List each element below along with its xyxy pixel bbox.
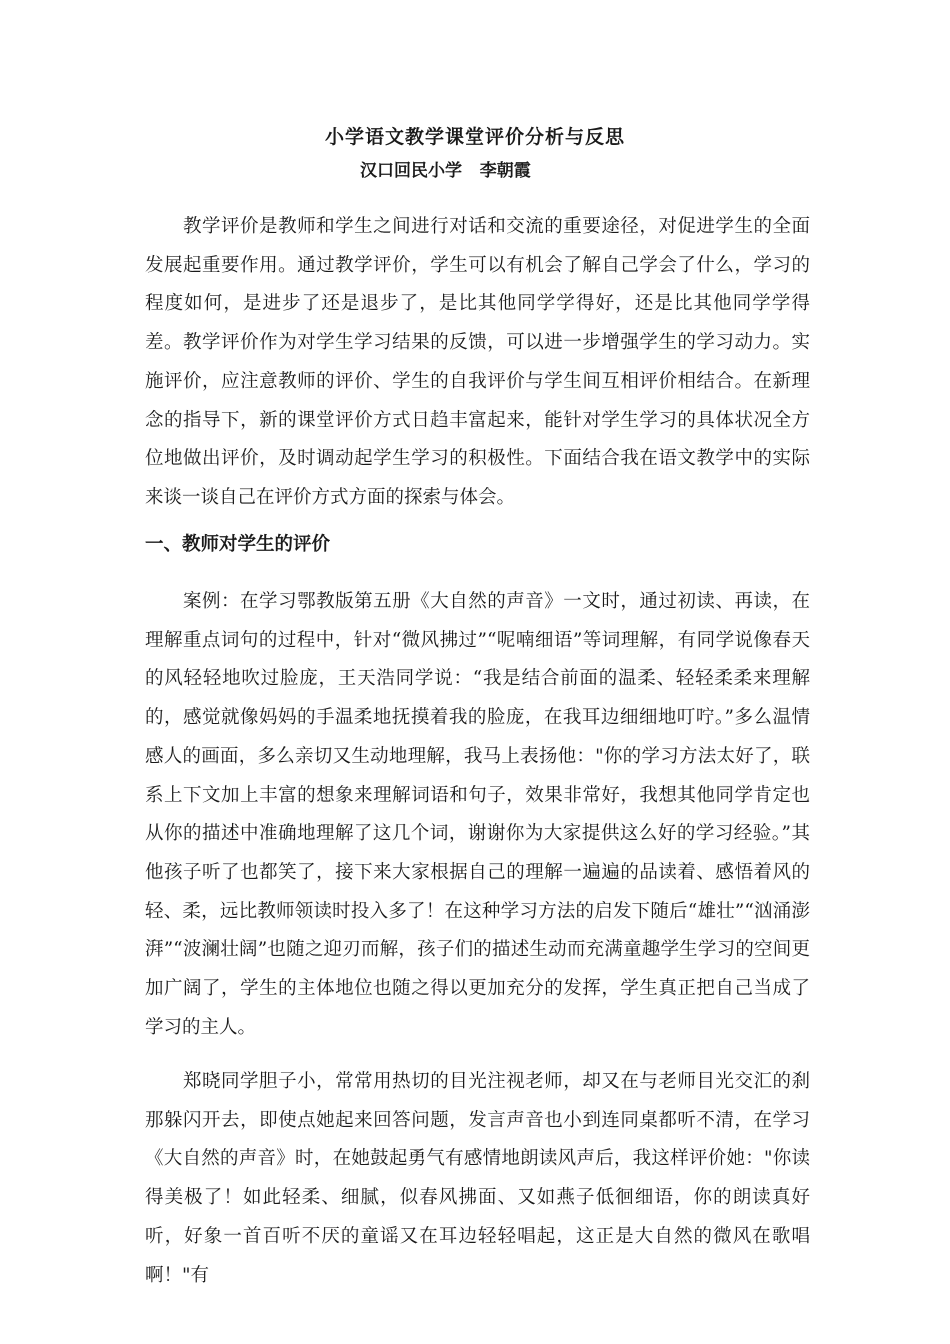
intro-paragraph: 教学评价是教师和学生之间进行对话和交流的重要途径，对促进学生的全面发展起重要作用。通过教学评价，学生可以有机会了解自己学会了什么，学习的程度如何，是进步了还是退步了，是比其他同学学得好，还是比其他同学学得差。教学评价作为对学生学习结果的反馈，可以进一步增强学生的学习动力。实施评价，应注意教师的评价、学生的自我评价与学生间互相评价相结合。在新理念的指导下，新的课堂评价方式日趋丰富起来，能针对学生学习的具体状况全方位地做出评价，及时调动起学生学习的积极性。下面结合我在语文教学中的实际来谈一谈自己在评价方式方面的探索与体会。	[145, 216, 810, 508]
case-paragraph-2: 郑晓同学胆子小，常常用热切的目光注视老师，却又在与老师目光交汇的刹那躲闪开去，即使点她起来回答问题，发言声音也小到连同桌都听不清，在学习《大自然的声音》时，在她鼓起勇气有感情地朗读风声后，我这样评价她："你读得美极了！如此轻柔、细腻，似春风拂面、又如燕子低徊细语，你的朗读真好听，好象一首百听不厌的童谣又在耳边轻轻唱起，这正是大自然的微风在歌唱啊！"有	[145, 1071, 810, 1286]
author-line: 汉口回民小学 李朝霞	[360, 161, 531, 181]
section-heading: 一、教师对学生的评价	[145, 534, 331, 555]
case-paragraph: 案例：在学习鄂教版第五册《大自然的声音》一文时，通过初读、再读，在理解重点词句的过程中，针对“微风拂过”“呢喃细语”等词理解，有同学说像春天的风轻轻地吹过脸庞，王天浩同学说：“我是结合前面的温柔、轻轻柔柔来理解的，感觉就像妈妈的手温柔地抚摸着我的脸庞，在我耳边细细地叮咛。”多么温情感人的画面，多么亲切又生动地理解，我马上表扬他："你的学习方法太好了，联系上下文加上丰富的想象来理解词语和句子，效果非常好，我想其他同学肯定也从你的描述中准确地理解了这几个词，谢谢你为大家提供这么好的学习经验。”其他孩子听了也都笑了，接下来大家根据自己的理解一遍遍的品读着、感悟着风的轻、柔，远比教师领读时投入多了！在这种学习方法的启发下随后“雄壮”“汹涌澎湃”“波澜壮阔”也随之迎刃而解，孩子们的描述生动而充满童趣学生学习的空间更加广阔了，学生的主体地位也随之得以更加充分的发挥，学生真正把自己当成了学习的主人。	[145, 591, 810, 1038]
document-title: 小学语文教学课堂评价分析与反思	[324, 126, 625, 148]
